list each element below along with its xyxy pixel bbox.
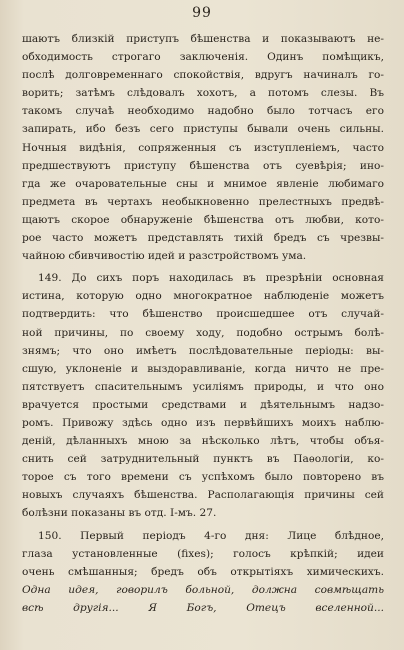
text-line: 149. До сихъ поръ находилась въ презрѣніи основная: [38, 272, 384, 285]
text-line: 150. Первый періодъ 4-го дня: Лице блѣдное,: [38, 529, 384, 542]
text-line: глаза установленные (fixes); голосъ крѣпкій; идеи: [22, 547, 384, 560]
text-line: послѣ долговременнаго спокойствія, вдругъ начиналъ го-: [22, 69, 384, 82]
page-number: 99: [192, 5, 212, 21]
text-line: очень смѣшанныя; бредъ объ открытіяхъ химическихъ.: [22, 565, 384, 578]
paragraph: [22, 269, 384, 522]
text-line: предмета въ чертахъ необыкновенно прелестныхъ предвѣ-: [22, 195, 384, 208]
text-line: болѣзни показаны въ отд. I-мъ. 27.: [22, 507, 217, 520]
text-line: всѣ другія... Я Богъ, Отецъ вселенной...: [22, 601, 384, 614]
text-line: подтвердить: что бѣшенство происшедшее отъ случай-: [22, 308, 384, 321]
text-line: шаютъ близкій приступъ бѣшенства и показываютъ не-: [22, 33, 384, 45]
text-line: знямъ; что оно имѣетъ послѣдовательные періоды: вы-: [22, 344, 384, 357]
text-line: новыхъ случаяхъ бѣшенства. Располагающія причины сей: [22, 489, 384, 502]
text-line: предшествуютъ приступу бѣшенства отъ суевѣрія; ино-: [22, 159, 384, 172]
text-line: деній, дѣланныхъ мною за нѣсколько лѣтъ, чтобы объя-: [22, 435, 384, 448]
text-line: Одна идея, говорилъ больной, должна совмѣщать: [22, 583, 384, 596]
body-text: [22, 30, 384, 617]
text-line: врачуется простыми средствами и дѣятельнымъ надзо-: [22, 398, 384, 411]
text-line: снить сей затруднительный пунктъ въ Паѳологіи, ко-: [22, 453, 384, 466]
text-line: истина, которую одно многократное наблюденіе можетъ: [22, 290, 384, 303]
text-line: ворить; затѣмъ слѣдовалъ хохотъ, а потомъ слезы. Въ: [22, 87, 384, 100]
text-line: гда же очаровательные сны и мнимое явленіе любимаго: [22, 177, 384, 190]
text-line: запирать, ибо безъ сего приступы бывали очень сильны.: [22, 123, 384, 136]
text-line: щаютъ скорое обнаруженіе бѣшенства отъ любви, кото-: [22, 213, 384, 226]
text-line: ной причины, по своему ходу, подобно острымъ болѣ-: [22, 326, 384, 339]
text-line: ромъ. Привожу здѣсь одно изъ первѣйшихъ моихъ наблю-: [22, 416, 384, 429]
text-line: сшую, уклоненіе и выздоравливаніе, когда ничто не пре-: [22, 362, 384, 375]
paragraph: [22, 30, 384, 265]
text-line: такомъ случаѣ необходимо надобно было тотчасъ его: [22, 105, 384, 118]
paragraph: [22, 527, 384, 617]
text-line: обходимость строгаго заключенія. Одинъ помѣщикъ,: [22, 51, 384, 64]
text-line: рое часто можетъ представлять тихій бредъ съ чрезвы-: [22, 232, 384, 245]
text-line: пятствуетъ спасительнымъ усиліямъ природы, и что оно: [22, 380, 384, 393]
text-line: чайною сбивчивостію идей и разстройствомъ ума.: [22, 250, 307, 263]
text-line: торое съ того времени съ успѣхомъ было повторено въ: [22, 471, 384, 484]
text-line: Ночныя видѣнія, сопряженныя съ изступленіемъ, часто: [22, 141, 384, 154]
